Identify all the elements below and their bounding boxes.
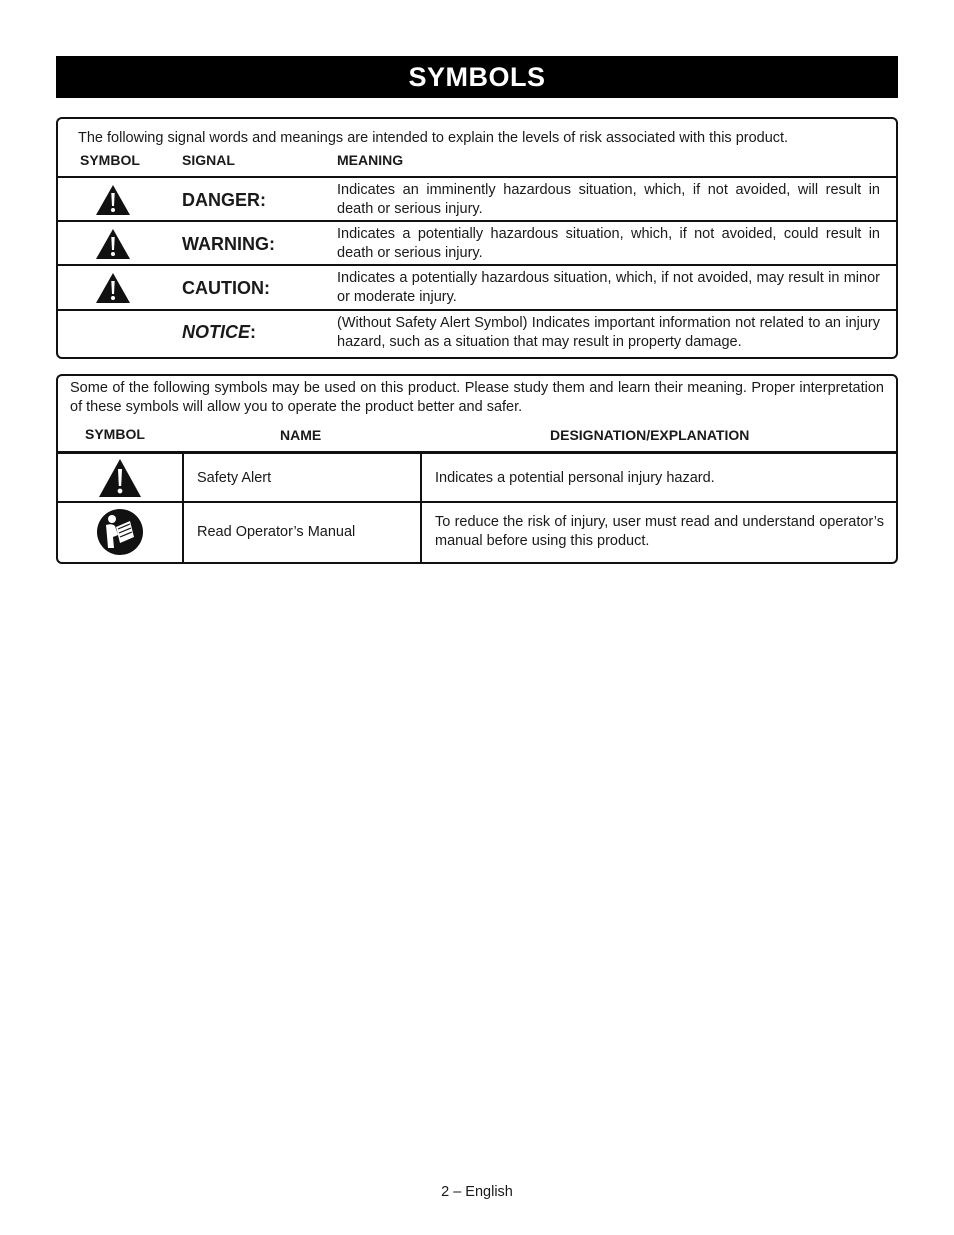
signal-row-danger bbox=[58, 176, 896, 222]
page-title: SYMBOLS bbox=[408, 61, 546, 92]
signal-words-box bbox=[56, 117, 898, 359]
warning-triangle-icon bbox=[95, 272, 131, 304]
header-signal: SIGNAL bbox=[182, 152, 235, 168]
signal-word-caution: CAUTION: bbox=[182, 278, 270, 298]
page-footer: 2 – English bbox=[441, 1184, 513, 1200]
product-symbols-box bbox=[56, 374, 898, 564]
header-meaning: MEANING bbox=[337, 152, 404, 168]
symbol-name-safety-alert: Safety Alert bbox=[197, 470, 272, 486]
safety-alert-icon bbox=[98, 458, 142, 498]
header-symbol: SYMBOL bbox=[80, 152, 140, 168]
symbol-name-read-manual: Read Operator’s Manual bbox=[197, 524, 356, 540]
symbols-table bbox=[58, 451, 896, 564]
signal-meaning-caution: Indicates a potentially hazardous situation, which, if not avoided, may result in minor or moderate injury. bbox=[337, 270, 880, 305]
symbol-explanation-safety-alert: Indicates a potential personal injury hazard. bbox=[435, 470, 715, 486]
signal-row-warning bbox=[58, 220, 896, 266]
warning-triangle-icon bbox=[95, 184, 131, 216]
signal-word-warning: WARNING: bbox=[182, 234, 275, 254]
signal-word-danger: DANGER: bbox=[182, 190, 266, 210]
column-divider bbox=[182, 454, 184, 564]
notice-word: NOTICE bbox=[182, 322, 251, 342]
signal-meaning-warning: Indicates a potentially hazardous situation, which, if not avoided, could result in death or serious injury. bbox=[337, 226, 880, 261]
header-designation: DESIGNATION/EXPLANATION bbox=[550, 427, 750, 443]
read-manual-icon bbox=[96, 508, 144, 556]
signal-word-notice bbox=[182, 322, 256, 343]
notice-colon: : bbox=[250, 322, 257, 342]
section-title-bar bbox=[56, 56, 898, 98]
signal-intro-text: The following signal words and meanings are intended to explain the levels of risk associated with this product. bbox=[78, 130, 789, 146]
symbol-explanation-read-manual: To reduce the risk of injury, user must read and understand operator’s manual before using this product. bbox=[435, 514, 884, 549]
symbols-intro-text: Some of the following symbols may be used on this product. Please study them and learn their meaning. Proper interpretation of these symbols will allow you to operate the product better and safer. bbox=[70, 380, 884, 415]
warning-triangle-icon bbox=[95, 228, 131, 260]
row-divider bbox=[58, 501, 896, 503]
header-symbol: SYMBOL bbox=[85, 426, 145, 442]
column-divider bbox=[420, 454, 422, 564]
signal-row-caution bbox=[58, 264, 896, 311]
header-name: NAME bbox=[280, 427, 322, 443]
signal-row-notice bbox=[58, 309, 896, 359]
signal-meaning-notice: (Without Safety Alert Symbol) Indicates important information not related to an injury hazard, such as a situation that may result in property damage. bbox=[337, 315, 880, 350]
signal-meaning-danger: Indicates an imminently hazardous situation, which, if not avoided, will result in death or serious injury. bbox=[337, 182, 880, 217]
